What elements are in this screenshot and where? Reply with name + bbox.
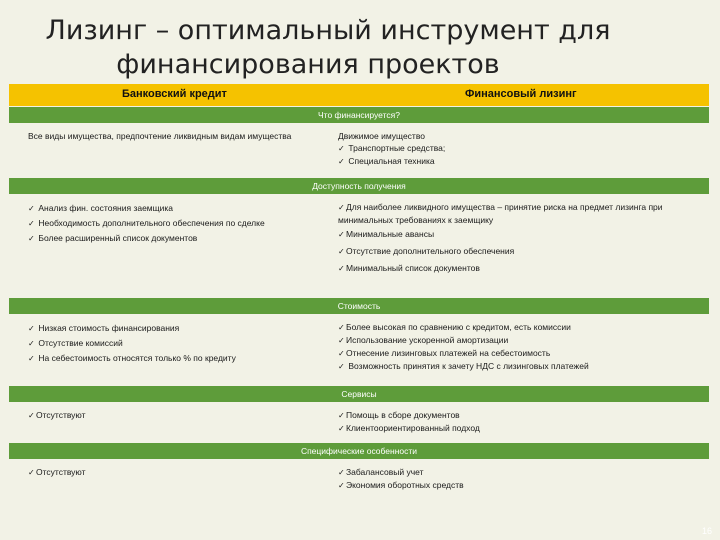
list-item: ✓ Возможность принятия к зачету НДС с лизинговых платежей [338,361,589,371]
list-item: ✓Забалансовый учет [338,467,424,477]
section-band-cost: Стоимость [9,298,709,314]
section-band-what-financed: Что финансируется? [9,107,709,123]
check-icon: ✓ [28,219,35,228]
check-icon: ✓ [28,411,35,420]
list-item: Движимое имущество [338,131,425,141]
list-item: ✓Клиентоориентированный подход [338,423,480,433]
section-band-services: Сервисы [9,386,709,402]
list-item: ✓Помощь в сборе документов [338,410,460,420]
list-item: ✓ Отсутствие комиссий [28,336,313,351]
list-item: ✓Отнесение лизинговых платежей на себестоимость [338,348,551,358]
availability-right-list [338,201,708,277]
check-icon: ✓ [338,247,345,256]
features-left-list [28,466,313,479]
availability-left-list [28,201,313,246]
features-right-list [338,466,708,492]
cost-right-list [338,321,708,373]
check-icon: ✓ [338,481,345,490]
list-item: ✓ Более расширенный список документов [28,231,313,246]
check-icon: ✓ [28,234,35,243]
section-band-availability: Доступность получения [9,178,709,194]
services-right-list [338,409,708,435]
column-header-financial-leasing: Финансовый лизинг [465,88,577,100]
check-icon: ✓ [338,264,345,273]
list-item: ✓ Специальная техника [338,156,435,166]
slide-title-line-2: финансирования проектов [116,49,500,80]
check-icon: ✓ [338,230,345,239]
list-item: ✓Минимальные авансы [338,226,708,243]
cost-left-list [28,321,313,366]
page-number: 16 [701,526,712,536]
slide-title [0,14,720,82]
check-icon: ✓ [338,336,345,345]
check-icon: ✓ [338,323,345,332]
section-band-specific-features: Специфические особенности [9,443,709,459]
column-header-band [9,84,709,106]
check-icon: ✓ [28,468,35,477]
list-item: ✓Отсутствуют [28,467,86,477]
list-item: ✓ Низкая стоимость финансирования [28,321,313,336]
check-icon: ✓ [28,204,35,213]
check-icon: ✓ [28,324,35,333]
list-item: ✓Отсутствуют [28,410,86,420]
check-icon: ✓ [338,203,345,212]
list-item: ✓Использование ускоренной амортизации [338,335,509,345]
list-item: ✓ На себестоимость относятся только % по кредиту [28,351,313,366]
check-icon: ✓ [338,468,345,477]
check-icon: ✓ [338,411,345,420]
check-icon: ✓ [28,354,35,363]
list-item: ✓ Анализ фин. состояния заемщика [28,201,313,216]
check-icon: ✓ [338,349,345,358]
list-item: ✓ Необходимость дополнительного обеспечения по сделке [28,216,313,231]
check-icon: ✓ [28,339,35,348]
list-item: ✓Экономия оборотных средств [338,480,464,490]
slide-title-line-1: Лизинг – оптимальный инструмент для [45,15,611,46]
check-icon: ✓ [338,362,345,371]
list-item: ✓Для наиболее ликвидного имущества – принятие риска на предмет лизинга при минимальных требованиях к заемщику [338,202,663,225]
list-item: ✓Минимальный список документов [338,260,708,277]
list-item: ✓Более высокая по сравнению с кредитом, есть комиссии [338,322,571,332]
check-icon: ✓ [338,144,345,153]
list-item: ✓Отсутствие дополнительного обеспечения [338,243,708,260]
what-financed-right-list [338,130,708,168]
list-item: ✓ Транспортные средства; [338,143,446,153]
check-icon: ✓ [338,157,345,166]
services-left-list [28,409,313,422]
check-icon: ✓ [338,424,345,433]
what-financed-left-text: Все виды имущества, предпочтение ликвидным видам имущества [28,131,292,141]
column-header-bank-credit: Банковский кредит [122,88,227,100]
